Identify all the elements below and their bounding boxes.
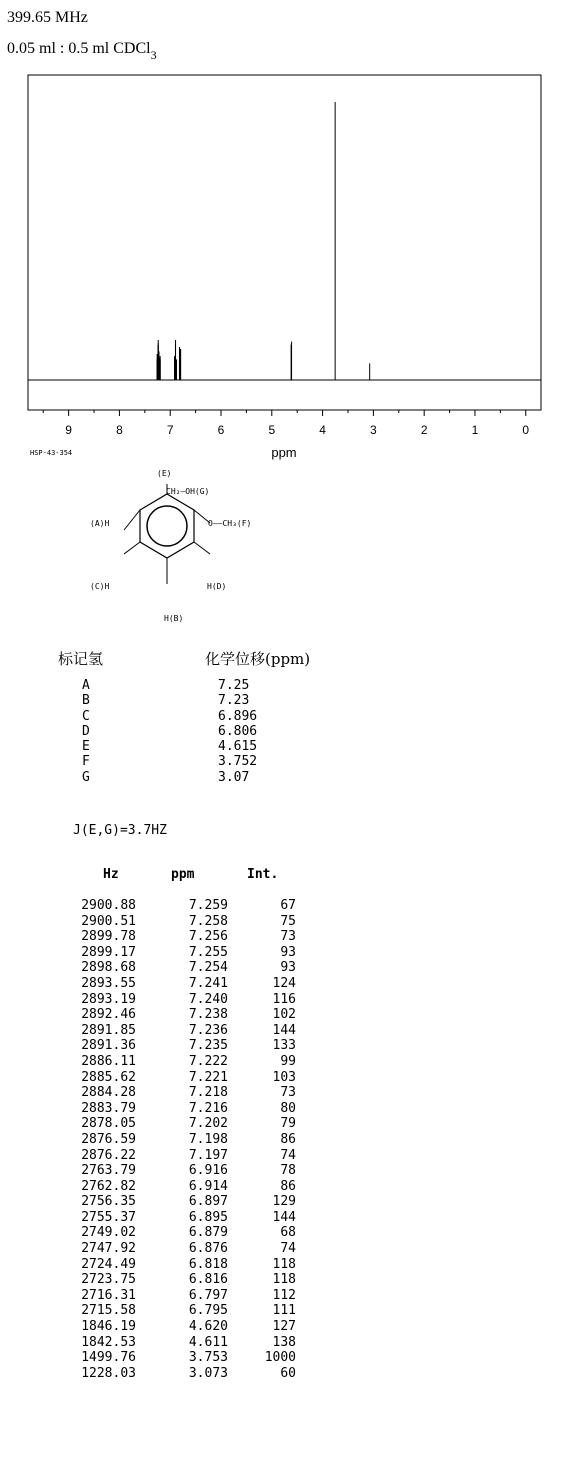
peak-hz: 1499.76 [81, 1350, 136, 1366]
peak-row [74, 1241, 296, 1257]
peak-hz: 2893.55 [81, 975, 136, 991]
peak-ppm: 6.876 [188, 1241, 228, 1257]
x-tick-label: 6 [217, 423, 225, 437]
peak-hz: 2891.85 [81, 1022, 136, 1038]
peak-hz: 2749.02 [81, 1225, 136, 1241]
peak-list-table [74, 898, 296, 1381]
peak-row [74, 992, 296, 1008]
peak-hz: 2891.36 [81, 1038, 136, 1054]
peak-row [74, 1007, 296, 1023]
peak-intensity: 79 [280, 1116, 296, 1132]
proton-shift: 6.806 [218, 723, 258, 739]
peak-hz: 2724.49 [81, 1256, 136, 1272]
peak-row [74, 1085, 296, 1101]
peak-ppm: 6.879 [188, 1225, 228, 1241]
peak-ppm: 4.620 [188, 1319, 228, 1335]
peak-intensity: 74 [280, 1147, 296, 1163]
peak-intensity: 93 [280, 960, 296, 976]
peak-ppm: 3.073 [188, 1365, 228, 1381]
peak-row [74, 1288, 296, 1304]
peak-hz: 2756.35 [81, 1194, 136, 1210]
x-tick-label: 9 [65, 423, 72, 437]
peak-row [74, 960, 296, 976]
solvent-subscript: 3 [150, 48, 157, 62]
peak-ppm: 7.238 [188, 1007, 228, 1023]
proton-label: C [82, 708, 90, 724]
x-tick-label: 8 [116, 423, 123, 437]
peak-row [74, 1257, 296, 1273]
peak-intensity: 80 [280, 1100, 296, 1116]
peak-intensity: 127 [272, 1319, 296, 1335]
proton-shift: 3.752 [218, 754, 258, 770]
peak-intensity: 118 [272, 1256, 296, 1272]
peak-intensity: 60 [280, 1365, 296, 1381]
peak-hz: 1842.53 [81, 1334, 136, 1350]
x-tick-label: 5 [268, 423, 276, 437]
peak-ppm: 7.222 [188, 1053, 228, 1069]
peak-row [74, 1335, 296, 1351]
peak-hz: 2893.19 [81, 991, 136, 1007]
label-hd: H(D) [207, 582, 227, 591]
proton-shift: 3.07 [218, 769, 250, 785]
peak-intensity: 73 [280, 929, 296, 945]
peak-row [74, 1210, 296, 1226]
peak-header-ppm: ppm [171, 867, 195, 882]
x-tick-label: 4 [319, 423, 326, 437]
peak-hz: 2886.11 [81, 1053, 136, 1069]
peak-ppm: 3.753 [188, 1350, 228, 1366]
peak-hz: 2763.79 [81, 1163, 136, 1179]
peak-ppm: 7.255 [188, 944, 228, 960]
label-och3: O——CH₃(F) [208, 519, 252, 528]
peak-intensity: 124 [272, 975, 296, 991]
proton-label: D [82, 723, 90, 739]
peak-ppm: 7.241 [188, 975, 228, 991]
peak-intensity: 74 [280, 1241, 296, 1257]
peak-row [74, 914, 296, 930]
shift-header-ppm: 化学位移(ppm) [205, 650, 311, 668]
proton-label: A [82, 678, 90, 693]
peak-hz: 2755.37 [81, 1209, 136, 1225]
peak-row [74, 1116, 296, 1132]
peak-row [74, 1366, 296, 1382]
peak-intensity: 86 [280, 1178, 296, 1194]
x-tick-label: 1 [471, 423, 479, 437]
peak-hz: 1228.03 [81, 1365, 136, 1381]
peak-ppm: 7.197 [188, 1147, 228, 1163]
chemical-shift-table [82, 678, 257, 785]
peak-ppm: 6.914 [188, 1178, 228, 1194]
proton-label: F [82, 754, 90, 770]
peak-intensity: 1000 [264, 1350, 296, 1366]
peak-row [74, 1132, 296, 1148]
peak-hz: 2876.22 [81, 1147, 136, 1163]
peak-ppm: 7.236 [188, 1022, 228, 1038]
x-tick-label: 0 [522, 423, 530, 437]
peak-row [74, 1070, 296, 1086]
peak-intensity: 78 [280, 1163, 296, 1179]
peak-ppm: 6.797 [188, 1287, 228, 1303]
proton-label: G [82, 769, 90, 785]
peak-intensity: 93 [280, 944, 296, 960]
peak-row [74, 945, 296, 961]
x-axis-label: ppm [271, 445, 297, 460]
peak-ppm: 6.816 [188, 1272, 228, 1288]
peak-intensity: 86 [280, 1131, 296, 1147]
label-e: (E) [157, 469, 172, 478]
peak-row [74, 929, 296, 945]
peak-intensity: 67 [280, 898, 296, 913]
shift-header-label: 标记氢 [58, 650, 104, 668]
spectrometer-frequency: 399.65 MHz [7, 9, 88, 26]
peak-ppm: 7.235 [188, 1038, 228, 1054]
peak-intensity: 73 [280, 1085, 296, 1101]
shift-row [82, 709, 257, 724]
peak-row [74, 1163, 296, 1179]
proton-shift: 7.23 [218, 693, 250, 709]
shift-row [82, 693, 257, 708]
peak-ppm: 6.897 [188, 1194, 228, 1210]
nmr-spectrum-chart [0, 0, 570, 465]
peak-ppm: 7.254 [188, 960, 228, 976]
x-tick-label: 2 [420, 423, 428, 437]
x-axis [43, 410, 529, 437]
peak-row [74, 976, 296, 992]
plot-frame [28, 75, 541, 410]
peak-ppm: 7.216 [188, 1100, 228, 1116]
peak-header-hz: Hz [103, 867, 119, 882]
peak-hz: 2892.46 [81, 1007, 136, 1023]
peak-row [74, 1148, 296, 1164]
shift-row [82, 739, 257, 754]
peak-row [74, 898, 296, 914]
peak-intensity: 99 [280, 1053, 296, 1069]
peak-hz: 2884.28 [81, 1085, 136, 1101]
peak-hz: 2899.78 [81, 929, 136, 945]
peak-header-int: Int. [247, 867, 279, 882]
label-hb: H(B) [164, 614, 184, 623]
peak-row [74, 1272, 296, 1288]
benzene-ring [140, 494, 194, 558]
proton-label: E [82, 739, 90, 755]
peak-intensity: 116 [272, 991, 296, 1007]
peak-row [74, 1179, 296, 1195]
shift-row [82, 724, 257, 739]
peaks-layer [157, 102, 370, 380]
peak-hz: 2878.05 [81, 1116, 136, 1132]
peak-row [74, 1225, 296, 1241]
peak-row [74, 1350, 296, 1366]
peak-intensity: 138 [272, 1334, 296, 1350]
peak-intensity: 102 [272, 1007, 296, 1023]
peak-row [74, 1038, 296, 1054]
aromatic-circle [147, 506, 187, 546]
peak-intensity: 103 [272, 1069, 296, 1085]
peak-hz: 2900.88 [81, 898, 136, 913]
peak-row [74, 1319, 296, 1335]
peak-intensity: 111 [272, 1303, 296, 1319]
peak-intensity: 144 [272, 1209, 296, 1225]
bond-hd [194, 542, 210, 554]
peak-hz: 2900.51 [81, 913, 136, 929]
peak-hz: 2885.62 [81, 1069, 136, 1085]
peak-row [74, 1303, 296, 1319]
proton-label: B [82, 693, 90, 709]
shift-row [82, 678, 257, 693]
peak-intensity: 68 [280, 1225, 296, 1241]
peak-row [74, 1101, 296, 1117]
bond-hc [124, 542, 140, 554]
peak-hz: 2898.68 [81, 960, 136, 976]
coupling-constant: J(E,G)=3.7HZ [73, 823, 167, 838]
peak-intensity: 75 [280, 913, 296, 929]
peak-hz: 2883.79 [81, 1100, 136, 1116]
peak-ppm: 7.202 [188, 1116, 228, 1132]
peak-row [74, 1194, 296, 1210]
peak-hz: 2715.58 [81, 1303, 136, 1319]
label-ch2-oh: CH₂—OH(G) [166, 487, 210, 496]
peak-intensity: 144 [272, 1022, 296, 1038]
peak-ppm: 7.240 [188, 991, 228, 1007]
peak-intensity: 118 [272, 1272, 296, 1288]
peak-ppm: 6.795 [188, 1303, 228, 1319]
peak-hz: 2762.82 [81, 1178, 136, 1194]
peak-row [74, 1054, 296, 1070]
peak-hz: 2747.92 [81, 1241, 136, 1257]
shift-row [82, 770, 257, 785]
spectrum-code: HSP-43-354 [30, 449, 73, 457]
peak-ppm: 4.611 [188, 1334, 228, 1350]
proton-shift: 6.896 [218, 708, 258, 724]
peak-hz: 1846.19 [81, 1319, 136, 1335]
peak-ppm: 6.916 [188, 1163, 228, 1179]
peak-ppm: 7.259 [188, 898, 228, 913]
proton-shift: 4.615 [218, 739, 258, 755]
peak-ppm: 7.258 [188, 913, 228, 929]
shift-row [82, 754, 257, 769]
peak-ppm: 7.256 [188, 929, 228, 945]
peak-row [74, 1023, 296, 1039]
peak-ppm: 7.221 [188, 1069, 228, 1085]
peak-ppm: 7.218 [188, 1085, 228, 1101]
bond-ha [124, 510, 140, 530]
peak-ppm: 6.818 [188, 1256, 228, 1272]
label-ha: (A)H [90, 519, 110, 528]
peak-hz: 2723.75 [81, 1272, 136, 1288]
x-tick-label: 3 [370, 423, 377, 437]
molecule-structure [80, 464, 340, 624]
peak-ppm: 6.895 [188, 1209, 228, 1225]
peak-hz: 2899.17 [81, 944, 136, 960]
label-hc: (C)H [90, 582, 110, 591]
peak-intensity: 112 [272, 1287, 296, 1303]
peak-intensity: 129 [272, 1194, 296, 1210]
peak-intensity: 133 [272, 1038, 296, 1054]
proton-shift: 7.25 [218, 678, 250, 693]
peak-hz: 2716.31 [81, 1287, 136, 1303]
x-tick-label: 7 [166, 423, 174, 437]
peak-ppm: 7.198 [188, 1131, 228, 1147]
peak-hz: 2876.59 [81, 1131, 136, 1147]
solvent-text: 0.05 ml : 0.5 ml CDCl [7, 40, 151, 57]
